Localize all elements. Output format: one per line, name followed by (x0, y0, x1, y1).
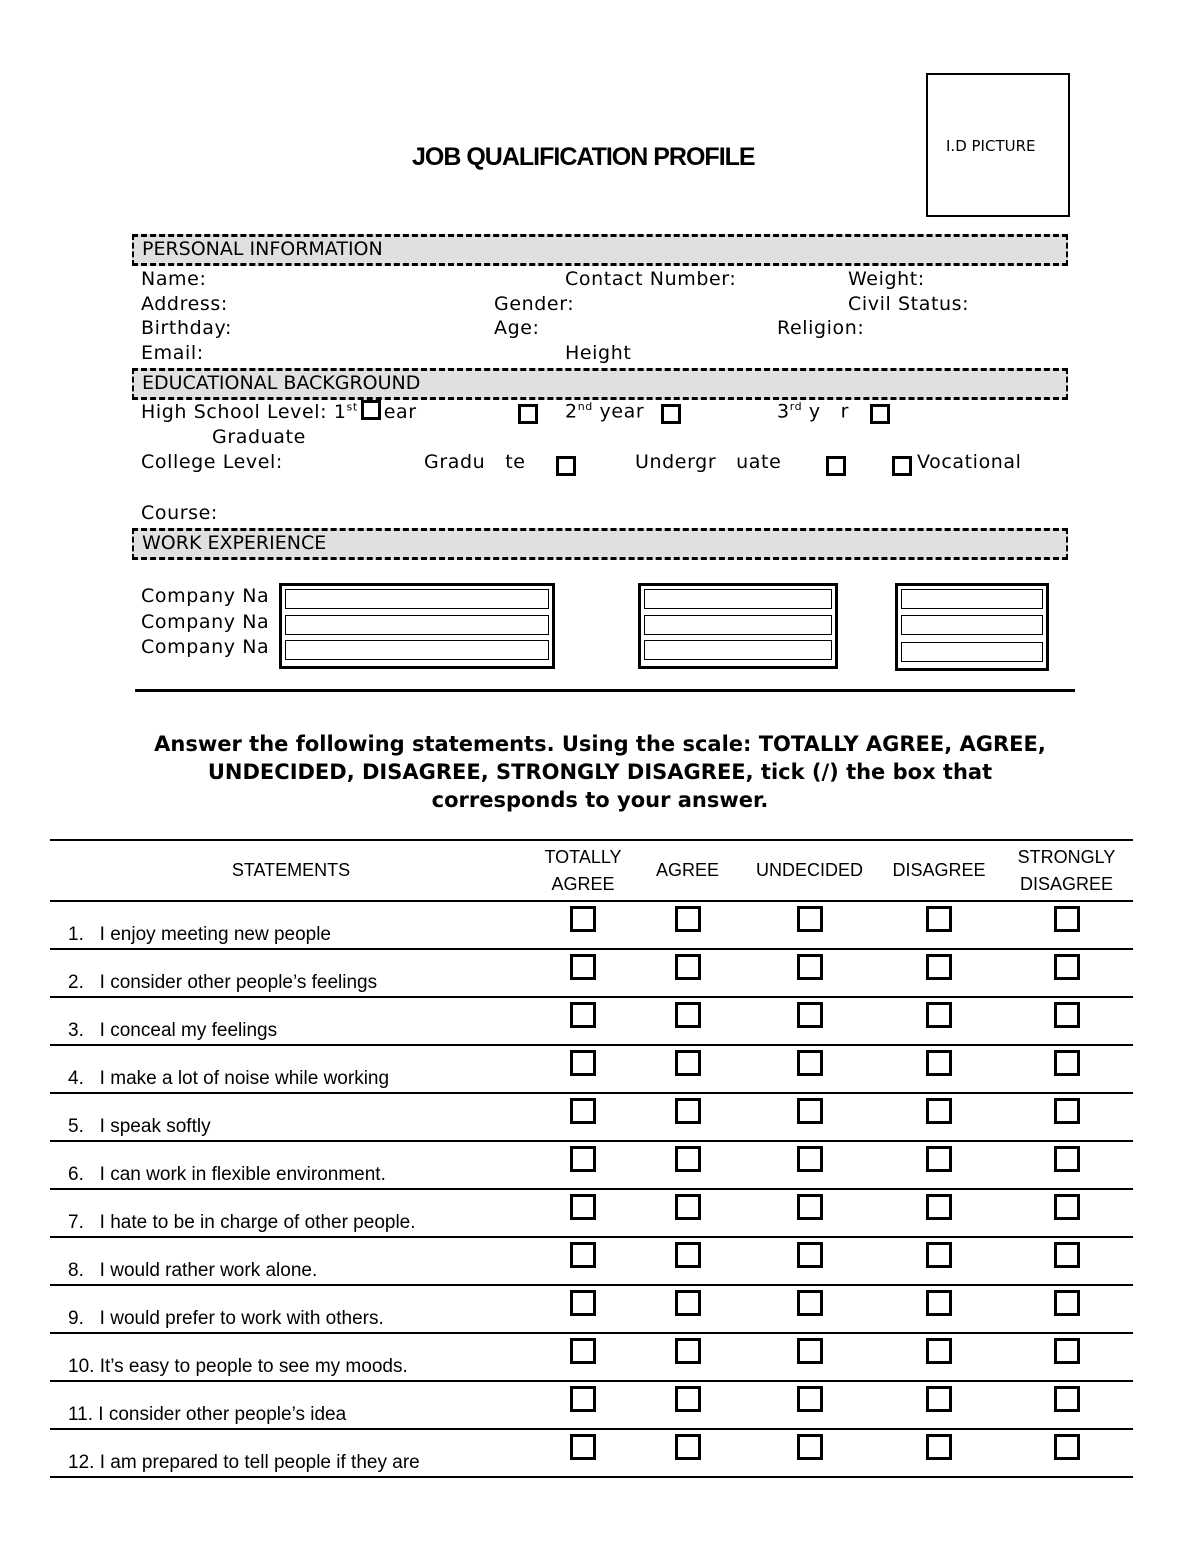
cell-agree (634, 1285, 741, 1333)
totally-agree-checkbox[interactable] (570, 1290, 596, 1316)
cell-disagree (878, 1141, 1000, 1189)
totally-agree-checkbox[interactable] (570, 1146, 596, 1172)
cell-agree (634, 1189, 741, 1237)
cell-agree (634, 1333, 741, 1381)
cell-undecided (741, 1093, 878, 1141)
address-label: Address: (141, 293, 228, 315)
statement-text: 1. I enjoy meeting new people (50, 901, 532, 949)
cell-totally-agree (532, 1045, 634, 1093)
cell-strongly-disagree (1000, 1429, 1133, 1477)
cell-strongly-disagree (1000, 1045, 1133, 1093)
undergraduate-checkbox[interactable] (826, 456, 846, 476)
first-year-checkbox[interactable] (361, 400, 381, 420)
work-input-group-1[interactable] (279, 583, 555, 669)
gender-label: Gender: (494, 293, 575, 315)
cell-disagree (878, 1381, 1000, 1429)
agree-checkbox[interactable] (675, 954, 701, 980)
cell-disagree (878, 1285, 1000, 1333)
cell-strongly-disagree (1000, 1333, 1133, 1381)
table-row (50, 1333, 1133, 1381)
cell-strongly-disagree (1000, 1237, 1133, 1285)
cell-undecided (741, 1237, 878, 1285)
agree-checkbox[interactable] (675, 1386, 701, 1412)
statement-text: 9. I would prefer to work with others. (50, 1285, 532, 1333)
name-label: Name: (141, 268, 207, 290)
cell-totally-agree (532, 901, 634, 949)
disagree-checkbox[interactable] (926, 906, 952, 932)
agree-checkbox[interactable] (675, 1290, 701, 1316)
cell-undecided (741, 1381, 878, 1429)
agree-checkbox[interactable] (675, 1242, 701, 1268)
college-level-label: College Level: (141, 451, 283, 473)
table-row (50, 1189, 1133, 1237)
totally-agree-checkbox[interactable] (570, 1194, 596, 1220)
cell-undecided (741, 1189, 878, 1237)
cell-agree (634, 1429, 741, 1477)
statements-table (50, 839, 1133, 1478)
agree-checkbox[interactable] (675, 1098, 701, 1124)
cell-undecided (741, 949, 878, 997)
work-input-group-2[interactable] (638, 583, 838, 669)
cell-undecided (741, 1141, 878, 1189)
statement-text: 10. It’s easy to people to see my moods. (50, 1333, 532, 1381)
totally-agree-checkbox[interactable] (570, 906, 596, 932)
work-input-group-3[interactable] (895, 583, 1049, 671)
totally-agree-checkbox[interactable] (570, 1098, 596, 1124)
cell-undecided (741, 901, 878, 949)
high-school-label: High School Level: 1st ear (141, 400, 417, 423)
cell-strongly-disagree (1000, 1141, 1133, 1189)
vocational-label: Vocational (917, 451, 1022, 473)
contact-label: Contact Number: (565, 268, 737, 290)
id-picture-label: I.D PICTURE (946, 137, 1036, 155)
cell-strongly-disagree (1000, 997, 1133, 1045)
section-personal-information (132, 234, 1068, 266)
header-agree: AGREE (634, 840, 741, 901)
header-undecided: UNDECIDED (741, 840, 878, 901)
religion-label: Religion: (777, 317, 865, 339)
strongly-disagree-checkbox[interactable] (1054, 1338, 1080, 1364)
agree-checkbox[interactable] (675, 1434, 701, 1460)
cell-totally-agree (532, 1429, 634, 1477)
table-row (50, 901, 1133, 949)
undecided-checkbox[interactable] (797, 1146, 823, 1172)
disagree-checkbox[interactable] (926, 1002, 952, 1028)
agree-checkbox[interactable] (675, 906, 701, 932)
table-row (50, 1141, 1133, 1189)
undecided-checkbox[interactable] (797, 1002, 823, 1028)
table-row (50, 949, 1133, 997)
page-title: JOB QUALIFICATION PROFILE (412, 143, 755, 171)
agree-checkbox[interactable] (675, 1194, 701, 1220)
cell-totally-agree (532, 1333, 634, 1381)
cell-disagree (878, 1429, 1000, 1477)
table-row (50, 1045, 1133, 1093)
graduate-label: Graduate (212, 426, 306, 448)
section-work-experience (132, 528, 1068, 560)
cell-agree (634, 997, 741, 1045)
undecided-checkbox[interactable] (797, 906, 823, 932)
strongly-disagree-checkbox[interactable] (1054, 1434, 1080, 1460)
table-row (50, 1093, 1133, 1141)
divider (135, 689, 1075, 692)
agree-checkbox[interactable] (675, 1050, 701, 1076)
undecided-checkbox[interactable] (797, 1386, 823, 1412)
header-strongly-disagree: STRONGLY DISAGREE (1000, 840, 1133, 901)
cell-undecided (741, 1285, 878, 1333)
college-graduate-label: Gradu te (424, 451, 526, 473)
age-label: Age: (494, 317, 540, 339)
cell-totally-agree (532, 997, 634, 1045)
statement-text: 2. I consider other people’s feelings (50, 949, 532, 997)
totally-agree-checkbox[interactable] (570, 1386, 596, 1412)
company-name-label: Company Na (141, 636, 270, 658)
cell-strongly-disagree (1000, 1285, 1133, 1333)
disagree-checkbox[interactable] (926, 1434, 952, 1460)
agree-checkbox[interactable] (675, 1146, 701, 1172)
cell-disagree (878, 997, 1000, 1045)
table-row (50, 1285, 1133, 1333)
cell-strongly-disagree (1000, 901, 1133, 949)
statement-text: 11. I consider other people’s idea (50, 1381, 532, 1429)
totally-agree-checkbox[interactable] (570, 1002, 596, 1028)
cell-disagree (878, 1093, 1000, 1141)
statement-text: 3. I conceal my feelings (50, 997, 532, 1045)
undecided-checkbox[interactable] (797, 1242, 823, 1268)
strongly-disagree-checkbox[interactable] (1054, 1242, 1080, 1268)
second-year-label: 2nd year (565, 400, 645, 423)
cell-undecided (741, 997, 878, 1045)
statement-text: 7. I hate to be in charge of other people. (50, 1189, 532, 1237)
cell-agree (634, 1237, 741, 1285)
undecided-checkbox[interactable] (797, 1194, 823, 1220)
statement-text: 4. I make a lot of noise while working (50, 1045, 532, 1093)
strongly-disagree-checkbox[interactable] (1054, 1386, 1080, 1412)
cell-strongly-disagree (1000, 1189, 1133, 1237)
strongly-disagree-checkbox[interactable] (1054, 1146, 1080, 1172)
cell-totally-agree (532, 949, 634, 997)
cell-agree (634, 1045, 741, 1093)
cell-disagree (878, 1333, 1000, 1381)
header-totally-agree: TOTALLY AGREE (532, 840, 634, 901)
strongly-disagree-checkbox[interactable] (1054, 1194, 1080, 1220)
civil-status-label: Civil Status: (848, 293, 970, 315)
table-row (50, 1429, 1133, 1477)
disagree-checkbox[interactable] (926, 1098, 952, 1124)
weight-label: Weight: (848, 268, 925, 290)
totally-agree-checkbox[interactable] (570, 1434, 596, 1460)
third-year-label: 3rd y r (777, 400, 850, 423)
cell-undecided (741, 1429, 878, 1477)
third-year-checkbox[interactable] (870, 404, 890, 424)
statement-text: 5. I speak softly (50, 1093, 532, 1141)
strongly-disagree-checkbox[interactable] (1054, 954, 1080, 980)
statement-text: 8. I would rather work alone. (50, 1237, 532, 1285)
cell-totally-agree (532, 1093, 634, 1141)
disagree-checkbox[interactable] (926, 1194, 952, 1220)
cell-strongly-disagree (1000, 1093, 1133, 1141)
undergraduate-label: Undergr uate (635, 451, 782, 473)
disagree-checkbox[interactable] (926, 1386, 952, 1412)
table-row (50, 1381, 1133, 1429)
cell-agree (634, 1093, 741, 1141)
cell-disagree (878, 1045, 1000, 1093)
table-row (50, 997, 1133, 1045)
totally-agree-checkbox[interactable] (570, 1050, 596, 1076)
cell-totally-agree (532, 1141, 634, 1189)
id-picture-box[interactable] (926, 73, 1070, 217)
cell-agree (634, 949, 741, 997)
company-name-label: Company Na (141, 585, 270, 607)
header-statements: STATEMENTS (50, 840, 532, 901)
table-row (50, 1237, 1133, 1285)
undecided-checkbox[interactable] (797, 1050, 823, 1076)
section-title: PERSONAL INFORMATION (142, 238, 383, 260)
cell-disagree (878, 901, 1000, 949)
cell-agree (634, 1141, 741, 1189)
strongly-disagree-checkbox[interactable] (1054, 1290, 1080, 1316)
email-label: Email: (141, 342, 204, 364)
high-school-graduate-checkbox[interactable] (518, 404, 538, 424)
disagree-checkbox[interactable] (926, 1338, 952, 1364)
disagree-checkbox[interactable] (926, 1050, 952, 1076)
cell-totally-agree (532, 1381, 634, 1429)
birthday-label: Birthday: (141, 317, 232, 339)
cell-undecided (741, 1333, 878, 1381)
statement-text: 6. I can work in flexible environment. (50, 1141, 532, 1189)
totally-agree-checkbox[interactable] (570, 954, 596, 980)
undecided-checkbox[interactable] (797, 954, 823, 980)
totally-agree-checkbox[interactable] (570, 1338, 596, 1364)
cell-agree (634, 1381, 741, 1429)
cell-totally-agree (532, 1285, 634, 1333)
undecided-checkbox[interactable] (797, 1434, 823, 1460)
undecided-checkbox[interactable] (797, 1098, 823, 1124)
agree-checkbox[interactable] (675, 1338, 701, 1364)
disagree-checkbox[interactable] (926, 954, 952, 980)
cell-disagree (878, 949, 1000, 997)
totally-agree-checkbox[interactable] (570, 1242, 596, 1268)
undecided-checkbox[interactable] (797, 1338, 823, 1364)
cell-disagree (878, 1189, 1000, 1237)
cell-totally-agree (532, 1189, 634, 1237)
undecided-checkbox[interactable] (797, 1290, 823, 1316)
header-disagree: DISAGREE (878, 840, 1000, 901)
cell-agree (634, 901, 741, 949)
section-title: WORK EXPERIENCE (142, 532, 327, 554)
statement-text: 12. I am prepared to tell people if they are (50, 1429, 532, 1477)
vocational-checkbox[interactable] (892, 456, 912, 476)
strongly-disagree-checkbox[interactable] (1054, 1050, 1080, 1076)
strongly-disagree-checkbox[interactable] (1054, 1002, 1080, 1028)
disagree-checkbox[interactable] (926, 1290, 952, 1316)
college-graduate-checkbox[interactable] (556, 456, 576, 476)
agree-checkbox[interactable] (675, 1002, 701, 1028)
strongly-disagree-checkbox[interactable] (1054, 906, 1080, 932)
course-label: Course: (141, 502, 218, 524)
company-name-label: Company Na (141, 611, 270, 633)
section-educational-background (132, 368, 1068, 400)
second-year-checkbox[interactable] (661, 404, 681, 424)
cell-strongly-disagree (1000, 1381, 1133, 1429)
disagree-checkbox[interactable] (926, 1146, 952, 1172)
cell-disagree (878, 1237, 1000, 1285)
strongly-disagree-checkbox[interactable] (1054, 1098, 1080, 1124)
instructions: Answer the following statements. Using the scale: TOTALLY AGREE, AGREE, UNDECIDED, DISAGREE, STRONGLY DISAGREE, tick (/) the box that corresponds to your answer. (154, 732, 1046, 812)
cell-strongly-disagree (1000, 949, 1133, 997)
section-title: EDUCATIONAL BACKGROUND (142, 372, 421, 394)
cell-undecided (741, 1045, 878, 1093)
cell-totally-agree (532, 1237, 634, 1285)
disagree-checkbox[interactable] (926, 1242, 952, 1268)
height-label: Height (565, 342, 632, 364)
